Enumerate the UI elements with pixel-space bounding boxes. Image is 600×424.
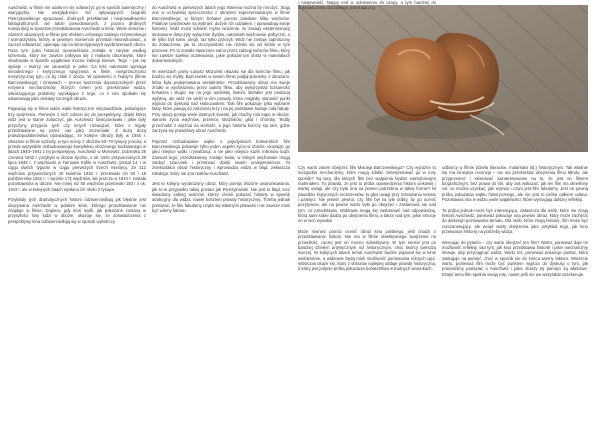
paragraph: Pojawiają się w filmie także wątki historyczne nieprawdziwie, pokazujące trzy spojrzenia. Pierwsze z nich odnosi się do perspektywy, dzięki której widz jest w stanie zobaczyć, jak Auschwitz funkcjonowało i jakie były przyczyny przyjęcia tych czy innych rozwiązań, które z reguły przedstawiane są przez nas jako zrozumiałe. Z dużą dozą prawdopodobieństwa opowiadając, że kolejne obrazy były w 1945 r. Ukazane w filmie epizody, w tym sceny z obozów 50–70 tysięcy jeńców, a przede wszystkim rozbudowanego kompleksu obozowego budowanego w latach 1940–1941 z tej perspektywy. Auschwitz w Monowitz, Dubrovka 29 czerwca 1942 r. przybyło w obozie łącznie, z ok. 1941 przywiezionych 29 lipca 1942 r. z więźniami w Tarnowie trafiło w Auschwitz (został 14. i w ciągu dwóch tygodni w ciągu pierwszych trzech miesięcy. Ze 112 więźniów przywiezionych 30 kwietnia 1942 r. przetrwało ich 50 i 19 października 1942 r. – łącznie 171 więźniów, ale jeszcze w 1944 r. została pozostawiona w obozie. Nie mniej niż 50 więźniów przetrwało 150 i z ok. 1943 r. ale w kolejnych latach wysłano ich około 2 tysiące. — [8, 106, 146, 192]
column-2 — [152, 5, 290, 219]
paragraph: odbiorcy w filmie (dzieła literackie, malarstwo itd.) historycznym. Tak właśnie się ma niniejsza recenzja – nie ma przekreślać obejrzenia filmu Młodu, ale przypomnieć i skierować zainteresowanie na to, że jest on filmem biograficznym, bez prawa do roli, aby zaś wskazać, jak ten film ma określony cel, co można uzyskać, jaki wymiar i czym jest film fabularny. Jest on pewną próbą pokazania wątku historycznego, ale nie jest to próba całkiem udana. Pozostawia ona w widzu wiele wątpliwości, które wymagają dalszej refleksji. — [442, 165, 588, 203]
paragraph: Czy warto zatem obejrzeć film Macieja Barczewskiego? Czy wyraźne to niezgodne mechanizmy, które mogą zdołać zinterpretować go w inny sposób? Są tacy, dla których film bez wątpienia będzie wartościowym materiałem. To prawda, że jest to próba opowiedzenia historii ciekawej i wartej uwagi, ale czy była ona na pewno potrzebna w takiej formie? W zawodzie krytycznych recenzentów, to głos uwagi przy rozważaniu tematu i pamięci. Nie jestem pewna, czy film był na tyle dobry, by go ocenić pozytywnie, ale na pewno warto było go obejrzeć i zastanowić się nad tym, co przedstawia. Widzowie mogą się zastanowić nad odpowiedzią, którą sami sobie dadzą po obejrzeniu filmu, a także nad tym, jakie emocje on w nich wywołał. — [298, 165, 436, 224]
boxing-gloves-image — [298, 5, 588, 152]
column-3-lead — [298, 0, 436, 16]
paragraph: do Auschwitz w pierwszych latach jego istnienia można by mnożyć. Stają one w oczywistej sprzeczności z obrazem zaprezentowanym w filmie Barczewskiego, w którym bohater ponosi zaledwie kilku więźniów-Polaków (więźniowie są wybrani, dużym ich udziałem, i opowiadają swoje historie). Widz może odnieść mylne wrażenie, że zasady ekstermninacji stosowane dotyczyły wyłącznie Żydów, natomiast więźniowie polityczni, o ile tylko byli karni, ulegli, raz tylko przeżyli. Widz nie zostaje zaproszony do zobaczenia, jak ta rzeczywistość nie różniła się od siebie w tym procesie. Po to zostało stworzone samo przez zabiegi twórców filmu, który nie zawsze spełnia oczekiwania, jakie pokazał ten obraz w materiałach dokumentalnych. — [152, 5, 290, 64]
paragraph: Jest to kolejny wyobrażony obraz, który pomija złożone uwarunkowania, jak to w przypadku takiej postaci jak Pietrzykowski. Nie jest to błąd, lecz świadomy zabieg twórców, którzy chcieli pokazać historię w sposób atrakcyjny dla widza, nawet kosztem prawdy historycznej. Trzeba jednak pamiętać, że film fabularny rządzi się własnymi prawami i nie zawsze musi być wierny faktom. — [152, 181, 291, 213]
paragraph: Może również pomóc ocenić obraz kina polskiego, jeśli chodzi o przedstawianie historii. Nie ma w filmie obiektywnego spojrzenia na przeszłość, raczej jest on mocno subiektywny. W tym sensie jest on bardziej dziełem artystycznym niż historycznym, choć twórcy twierdzą inaczej. W kolejnych latach temat Auschwitz będzie pojawiał się w kinie wielokrotnie, a widzowie będą mieli możliwość porównania różnych ujęć. Wówczas okaże się, który z obrazów najlepiej oddaje prawdę historyczną, a który jest jedynie próbą pokazania bohaterstwa w trudnych warunkach. — [298, 229, 436, 272]
paragraph: Auschwitz, w filmie nie udało im się odtworzyć go w sposób autentyczny i wiarygodny. Nie uwzględniono też spływających biografii Pietrzykowskiego opracowań, drobnych przekłamań i nieprawidłowości faktograficznych, ale także powodowanych, z pozoru drobnych manipulacji w sposobie przedstawiania Auschwitz w kinie. Wiele obrazów i zdarzeń ukazanych w filmie jest efektem celowego zabiegu reżyserskiego i scenarzystów, którzy w pewnym momencie przestali rekonstruować, a zaczęli odtwarzać, opierając się na stereotypowych wyobrażeniach obozu. Poza tym (cała historia) opowiedziana została w zarysie według schematu, który nie zawsze pokrywa się z realiami obozowymi, które obudowała w sposób wyjątkowo mocne zabiegi kinowe. Tego – jak się wydaje – twórcy nie zauważyli w pełni. Ca łość natomiast wymaga niezależnego i krytycznego spojrzenia w filmie, niesprzeczności merytorycznej tym, co by robili z obozu. W opowieści o Teddy'm (filmie Barczewskiego) i Gniewach – proces tworzenia dopuszczalnych przez reżysera mechanizmów, których celem jest przekonanie widza, oskarżającego problemy wynikające z tego, co z nim spotkało się ustanawiają jako ciekawy szczegół obrazu. — [8, 5, 146, 101]
paragraph: W wierszach poety Łukasz Mazurski okazało się dla twórców filmu, jak bardzo się myliły. Barczewski w swoim filmie podjął polemikę z obrazami, która była podejmowana wielokrotnie. Przedstawiony obraz ma swoje źródło w wyobrażeniu przez autora filmu, aby wykorzystać tożsamość bohatera i skupić się na jego osobistej historii. Bohater jest postacią wybitną, ale widz nie widzi w nim prawdy, która mogłaby stanowić punkt wyjścia do dyskusji nad Holocaustem. Taki film pokazuje tylko wybrane fakty, które pasują do założonej tezy i na jej podstawie buduje całą fabułę. Przy okazji pomija wiele istotnych kwestii, jak choćby rola kapo w obozie, warunki życia więźniów, przemoc strażników, głód i choroby. Teddy przechodzi z więźnia na wolność, a jego historia kończy się tam, gdzie zaczyna się prawdziwy obraz Auschwitz. — [152, 69, 290, 133]
paragraph: Ta próba jednak może być interesująca, zwłaszcza dla osób, które nie znają historii Auschwitz, ponieważ pokazuje ona pewien obraz, który może zachęcić do dalszego poznawania tematu. Dla osób, które znają historię, film może być rozczarowujący, ale wciąż warty obejrzenia jako przykład tego, jak kino przetwarza historię na potrzeby widza. — [442, 207, 588, 235]
paragraph: Przykłady tych dramatycznych historii odzwierciedlają jak błędnie jest ukazywana Auschwitz w polskim kinie, którego przedstawienie nie znajduje w filmie. Dopiero, gdy ktoś myśli, jak pokazane zostaną w przyszłości losy ludzi w obozie, okazuje się, że doświadczenia z perspektywy kina odzwierciedlają się w sposób wybiórczy. — [8, 197, 146, 224]
paragraph: Wracając do pytania – czy warto obejrzeć ten film? Warto, ponieważ daje on możliwość refleksji nad tym, jak kino przedstawia historię i jakie mechanizmy stosuje, aby przyciągnąć widza. Warto też, ponieważ pokazuje postać, która zasługuje na pamięć, choć w sposób nie do końca wierny faktom. Wreszcie warto, ponieważ film może być punktem wyjścia do dyskusji o tym, jak powinniśmy pamiętać o Auschwitz i jakie obrazy tej pamięci są właściwe. Dzięki temu film spełnia swoją rolę, nawet jeśli nie we wszystkim przekonuje. — [442, 239, 588, 277]
boxing-gloves-photo — [298, 5, 588, 152]
column-1 — [8, 5, 146, 229]
paragraph: i niepewność. Nappy end w odniesieniu do ozopy, a tym bardziej do doświadczenia obozowego, jest tragiczny. — [298, 0, 436, 11]
column-3-body — [298, 165, 436, 277]
paragraph: Poprzez rozbudowanie wątku o pojedynkach bokserskich film Barczewskiego pokazuje tylko jeden aspekt życia w obozie, ukazując go jako miejsce walki i rywalizacji, a nie jako miejsce kaźni milionów ludzi. Zamiast tego, przedstawiony zostaje świat, w którym więźniowie mogą zdobyć szacunek i przetrwać dzięki swoim umiejętnościom. To zniekształca obraz historyczny i wprowadza widza w błąd, zwłaszcza młodego, który nie zna realiów Auschwitz. — [152, 138, 290, 176]
column-4-body — [442, 165, 588, 282]
